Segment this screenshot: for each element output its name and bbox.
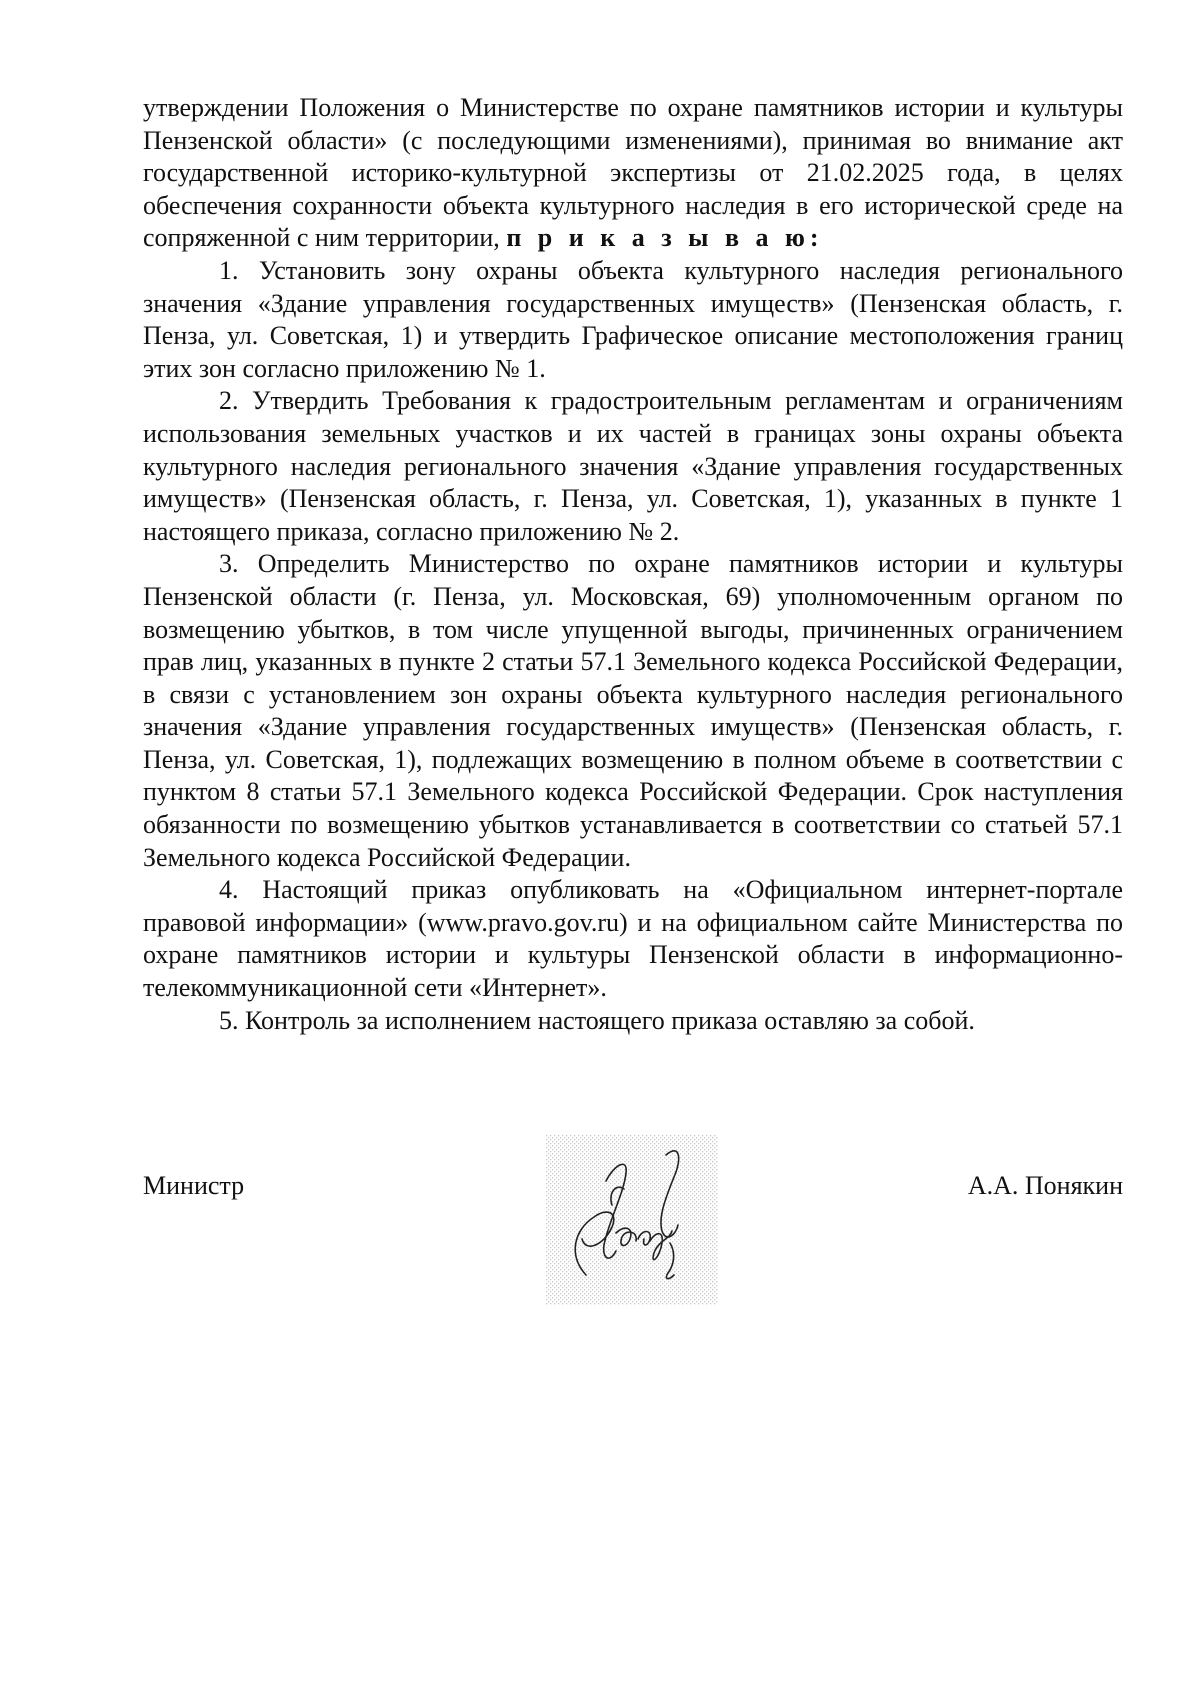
signature-image	[546, 1135, 718, 1305]
order-item-5: 5. Контроль за исполнением настоящего приказа оставляю за собой.	[219, 1005, 975, 1035]
signatory-name: А.А. Понякин	[967, 1171, 1123, 1200]
intro-paragraph	[143, 92, 1123, 255]
signatory-title: Министр	[143, 1171, 245, 1200]
order-word: п р и к а з ы в а ю:	[506, 223, 824, 253]
order-item-3: 3. Определить Министерство по охране памятников истории и культуры Пензенской области (г. Пенза, ул. Московская, 69) уполномоченным органом по возмещению убытков, в том числе упущенной выгоды, причиненных ограничением прав лиц, указанных в пункте 2 статьи 57.1 Земельного кодекса Российской Федерации, в связи с установлением зон охраны объекта культурного наследия регионального значения «Здание управления государственных имуществ» (Пензенская область, г. Пенза, ул. Советская, 1), подлежащих возмещению в полном объеме в соответствии с пунктом 8 статьи 57.1 Земельного кодекса Российской Федерации. Срок наступления обязанности по возмещению убытков устанавливается в соответствии со статьей 57.1 Земельного кодекса Российской Федерации.	[143, 549, 1123, 872]
order-item-1: 1. Установить зону охраны объекта культурного наследия регионального значения «Здание управления государственных имуществ» (Пензенская область, г. Пенза, ул. Советская, 1) и утвердить Графическое описание местоположения границ этих зон согласно приложению № 1.	[143, 255, 1123, 383]
intro-text: утверждении Положения о Министерстве по охране памятников истории и культуры Пензенской области» (с последующими изменениями), принимая во внимание акт государственной историко-культурной экспертизы от 21.02.2025 года, в целях обеспечения сохранности объекта культурного наследия в его исторической среде на сопряженной с ним территории,	[143, 93, 1123, 253]
document-body	[143, 92, 1123, 1037]
order-item-4: 4. Настоящий приказ опубликовать на «Официальном интернет-портале правовой информации» (www.pravo.gov.ru) и на официальном сайте Министерства по охране памятников истории и культуры Пензенской области в информационно-телекоммуникационной сети «Интернет».	[143, 875, 1123, 1003]
signature-block	[143, 1170, 1123, 1202]
order-item-2: 2. Утвердить Требования к градостроительным регламентам и ограничениям использования земельных участков и их частей в границах зоны охраны объекта культурного наследия регионального значения «Здание управления государственных имуществ» (Пензенская область, г. Пенза, ул. Советская, 1), указанных в пункте 1 настоящего приказа, согласно приложению № 2.	[143, 386, 1123, 546]
